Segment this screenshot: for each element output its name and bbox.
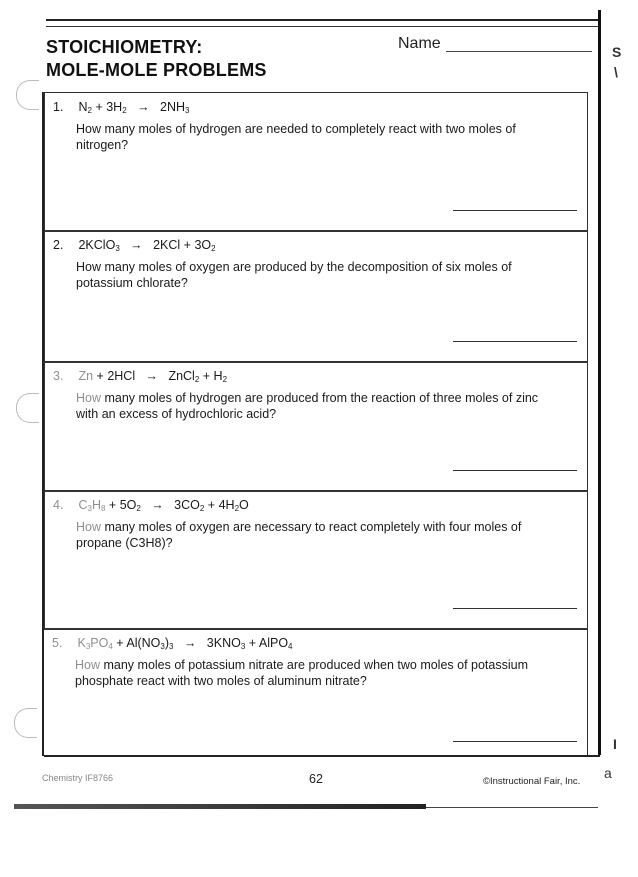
edge-mark: a: [604, 765, 612, 781]
answer-line[interactable]: [453, 341, 577, 342]
problem-number: 1.: [53, 100, 64, 114]
title-line-1: STOICHIOMETRY:: [46, 37, 203, 57]
problem-4-question: [76, 519, 556, 551]
chemical-equation: $K_3PO_4 + Al(NO_3)_3 \to 3KNO_3$ + AlPO$_4$: [77, 636, 293, 651]
problem-number: 5.: [52, 636, 63, 650]
problem-number: 4.: [53, 498, 64, 512]
chemical-equation: $C_3H_8 + 5O_2 \to 3CO_2 + 4H_2O$: [78, 498, 249, 513]
question-text: many moles of potassium nitrate are produced when two moles of potassium phosphate react with two moles of aluminum nitrate?: [75, 658, 529, 688]
problem-number: 2.: [53, 238, 64, 252]
chemical-equation: $N_2 + 3H_2 \to 2NH_3$: [78, 100, 190, 115]
problem-1: [44, 92, 588, 232]
problem-2-question: How many moles of oxygen are produced by the decomposition of six moles of potassium chlorate?: [76, 260, 512, 290]
edge-mark: S: [612, 44, 622, 60]
problem-3-question: [76, 390, 556, 422]
question-lead: How: [76, 391, 102, 405]
title-line-2: MOLE-MOLE PROBLEMS: [46, 60, 267, 80]
problem-3: [44, 361, 588, 492]
name-label: Name: [398, 35, 441, 52]
problem-1-equation-line: [53, 100, 189, 114]
name-input-line[interactable]: [446, 51, 592, 52]
problem-3-equation-line: [53, 369, 227, 383]
answer-line[interactable]: [453, 470, 577, 471]
problem-number: 3.: [53, 369, 64, 383]
footer-copyright: ©Instructional Fair, Inc.: [483, 776, 581, 787]
problem-2: [44, 230, 588, 363]
answer-line[interactable]: [453, 608, 577, 609]
binder-hole-mark: [16, 393, 39, 423]
title-rule: [46, 26, 598, 27]
question-lead: How: [76, 520, 102, 534]
top-rule: [46, 19, 598, 21]
scan-shadow-bar: [14, 804, 426, 809]
question-text: many moles of hydrogen are produced from the reaction of three moles of zinc with an excess of hydrochloric acid?: [76, 391, 539, 421]
problem-4: [44, 490, 588, 630]
problem-5-equation-line: [52, 636, 293, 650]
problem-4-equation-line: [53, 498, 249, 512]
page-right-edge: [598, 10, 601, 755]
chemical-equation: Zn + 2HCl → ZnCl$_2$ + $H_2$: [78, 369, 228, 384]
scan-shadow-line: [426, 807, 598, 808]
edge-mark: \: [614, 64, 618, 80]
bottom-rule: [44, 755, 600, 757]
footer-book-code: Chemistry IF8766: [42, 773, 114, 783]
worksheet-title: [46, 36, 267, 82]
binder-hole-mark: [16, 80, 39, 110]
problem-5: [44, 628, 588, 756]
edge-mark: I: [613, 736, 617, 752]
answer-line[interactable]: [453, 741, 577, 742]
question-lead: How: [75, 658, 101, 672]
problem-2-equation-line: [53, 238, 216, 252]
footer-page-number: 62: [309, 772, 323, 786]
problem-1-question: How many moles of hydrogen are needed to completely react with two moles of nitrogen?: [76, 122, 516, 152]
problem-5-question: [75, 657, 555, 689]
chemical-equation: 2KClO$_3$ → $2KCl + 3O_2$: [78, 238, 216, 253]
answer-line[interactable]: [453, 210, 577, 211]
binder-hole-mark: [14, 708, 37, 738]
question-text: many moles of oxygen are necessary to react completely with four moles of propane (C3H8)?: [76, 520, 522, 550]
